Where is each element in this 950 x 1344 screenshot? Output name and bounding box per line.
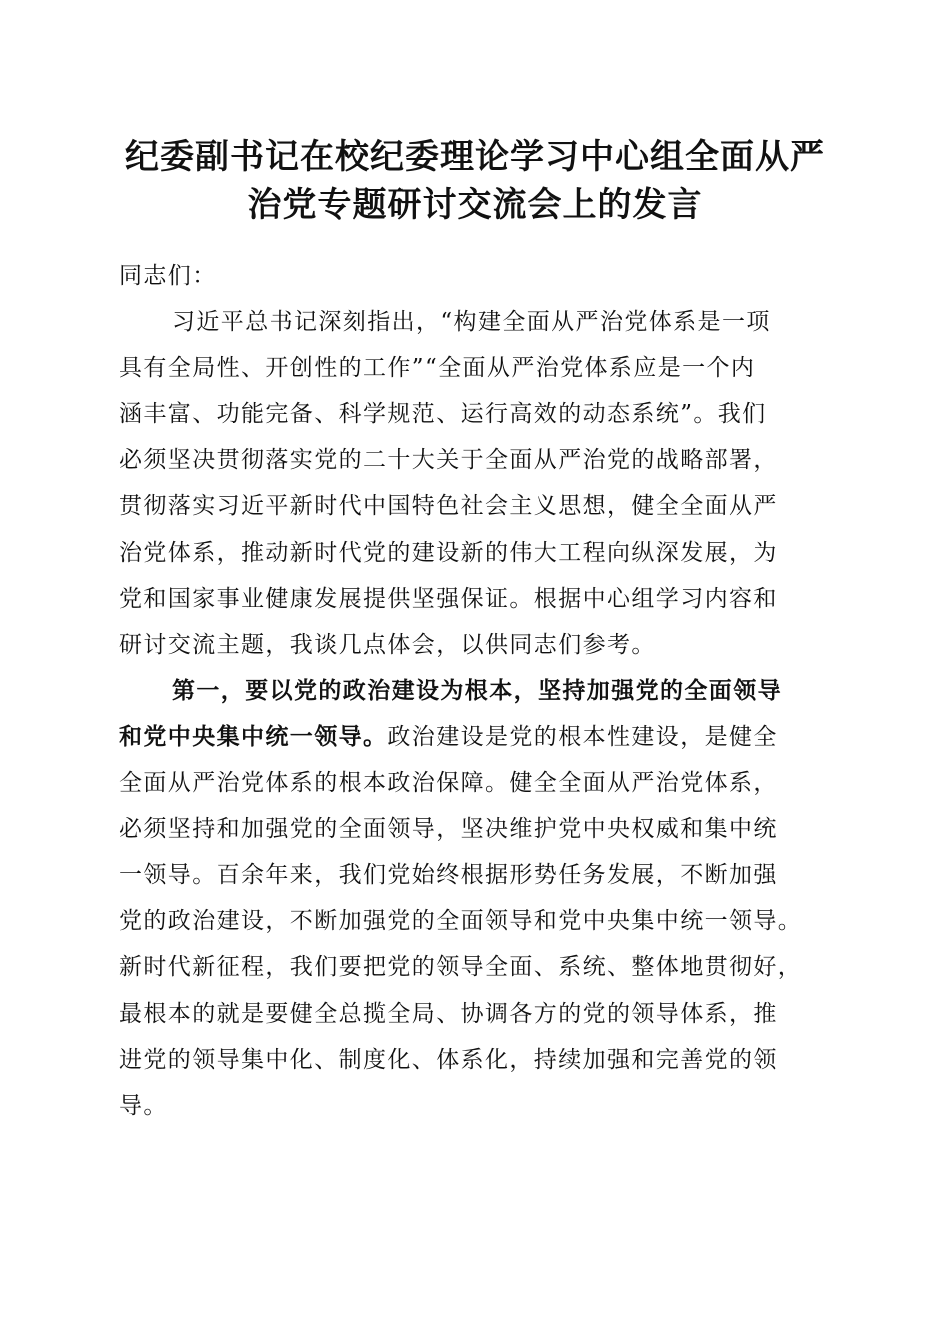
paragraph-line: 新时代新征程，我们要把党的领导全面、系统、整体地贯彻好， bbox=[119, 954, 803, 981]
title-line: 纪委副书记在校纪委理论学习中心组全面从严 bbox=[125, 137, 825, 177]
document-body bbox=[119, 253, 839, 1129]
paragraph-line: 贯彻落实习近平新时代中国特色社会主义思想，健全全面从严 bbox=[119, 493, 778, 520]
paragraph-line: 党和国家事业健康发展提供坚强保证。根据中心组学习内容和 bbox=[119, 585, 778, 612]
paragraph-line: 一领导。百余年来，我们党始终根据形势任务发展，不断加强 bbox=[119, 862, 778, 889]
paragraph-line: 涵丰富、功能完备、科学规范、运行高效的动态系统”。我们 bbox=[119, 401, 767, 428]
paragraph-line: 党的政治建设，不断加强党的全面领导和党中央集中统一领导。 bbox=[119, 908, 803, 935]
salutation: 同志们： bbox=[119, 263, 217, 289]
title-line: 治党专题研讨交流会上的发言 bbox=[247, 185, 703, 225]
paragraph-line: 导。 bbox=[119, 1092, 168, 1119]
paragraph-line: 具有全局性、开创性的工作”“全面从严治党体系应是一个内 bbox=[119, 355, 756, 382]
paragraph-line bbox=[119, 714, 839, 760]
paragraph-line: 习近平总书记深刻指出，“构建全面从严治党体系是一项 bbox=[172, 309, 771, 336]
paragraph-line: 最根本的就是要健全总揽全局、协调各方的党的领导体系，推 bbox=[119, 1000, 778, 1027]
paragraph-line: 全面从严治党体系的根本政治保障。健全全面从严治党体系， bbox=[119, 770, 778, 797]
paragraph-1 bbox=[119, 299, 839, 668]
paragraph-text: 政治建设是党的根本性建设，是健全 bbox=[387, 723, 778, 750]
paragraph-line: 进党的领导集中化、制度化、体系化，持续加强和完善党的领 bbox=[119, 1046, 778, 1073]
section-heading-line: 第一，要以党的政治建设为根本，坚持加强党的全面领导 bbox=[172, 676, 782, 704]
paragraph-line: 治党体系，推动新时代党的建设新的伟大工程向纵深发展，为 bbox=[119, 539, 778, 566]
document-title bbox=[80, 133, 870, 229]
section-heading-end: 和党中央集中统一领导。 bbox=[119, 722, 388, 750]
paragraph-line: 研讨交流主题，我谈几点体会，以供同志们参考。 bbox=[119, 631, 656, 658]
paragraph-2 bbox=[119, 668, 839, 1129]
paragraph-line: 必须坚决贯彻落实党的二十大关于全面从严治党的战略部署， bbox=[119, 447, 778, 474]
paragraph-line: 必须坚持和加强党的全面领导，坚决维护党中央权威和集中统 bbox=[119, 816, 778, 843]
